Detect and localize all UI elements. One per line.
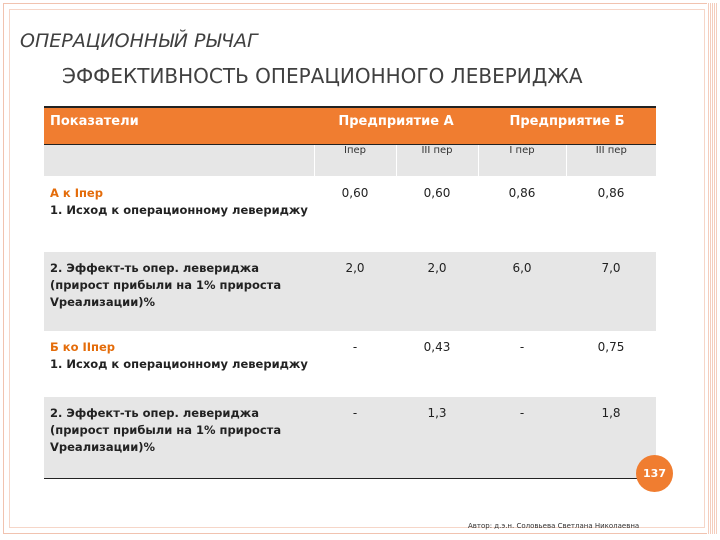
slide-subtitle-text: ЭФФЕКТИВНОСТЬ ОПЕРАЦИОННОГО ЛЕВЕРИДЖА — [62, 64, 583, 88]
table-row — [44, 397, 656, 479]
table-cell: 0,60 — [396, 177, 478, 253]
row-label — [44, 177, 314, 253]
table-cell: 0,86 — [478, 177, 566, 253]
table-header-row — [44, 107, 656, 145]
table-cell: 0,86 — [566, 177, 656, 253]
row-label-text: 1. Исход к операционному левериджу — [50, 357, 308, 371]
slide-title: ОПЕРАЦИОННЫЙ РЫЧАГ — [20, 30, 258, 52]
subheader-period: Iпер — [314, 145, 396, 177]
row-group-title: Б ко IIпер — [50, 340, 116, 354]
decorative-strip — [707, 3, 718, 534]
table-cell: 1,8 — [566, 397, 656, 479]
table-cell: 1,3 — [396, 397, 478, 479]
table-row — [44, 252, 656, 331]
table-cell: - — [314, 397, 396, 479]
row-label-text: 1. Исход к операционному левериджу — [50, 203, 308, 217]
table-cell: 2,0 — [314, 252, 396, 331]
subheader-period: III пер — [396, 145, 478, 177]
table-cell: - — [478, 397, 566, 479]
slide-subtitle — [20, 62, 620, 90]
row-label-text: 2. Эффект-ть опер. левериджа (прирост прибыли на 1% прироста Vреализации)% — [50, 261, 282, 309]
table-cell: 2,0 — [396, 252, 478, 331]
header-indicators: Показатели — [44, 107, 314, 145]
header-company-b: Предприятие Б — [478, 107, 656, 145]
table-row — [44, 331, 656, 397]
row-group-title: А к Iпер — [50, 186, 103, 200]
table-cell: - — [314, 331, 396, 397]
row-label — [44, 331, 314, 397]
page-number-badge: 137 — [636, 455, 673, 492]
author-credit: Автор: д.э.н. Соловьева Светлана Николаевна — [468, 522, 640, 530]
subheader-empty — [44, 145, 314, 177]
table-cell: - — [478, 331, 566, 397]
table-cell: 6,0 — [478, 252, 566, 331]
subheader-period: I пер — [478, 145, 566, 177]
table-subheader-row — [44, 145, 656, 177]
row-label — [44, 252, 314, 331]
row-label — [44, 397, 314, 479]
table-cell: 0,60 — [314, 177, 396, 253]
table-cell: 7,0 — [566, 252, 656, 331]
table-cell: 0,43 — [396, 331, 478, 397]
subheader-period: III пер — [566, 145, 656, 177]
table-cell: 0,75 — [566, 331, 656, 397]
leverage-table — [44, 106, 656, 479]
row-label-text: 2. Эффект-ть опер. левериджа (прирост прибыли на 1% прироста Vреализации)% — [50, 406, 282, 454]
table-row — [44, 177, 656, 253]
header-company-a: Предприятие А — [314, 107, 478, 145]
